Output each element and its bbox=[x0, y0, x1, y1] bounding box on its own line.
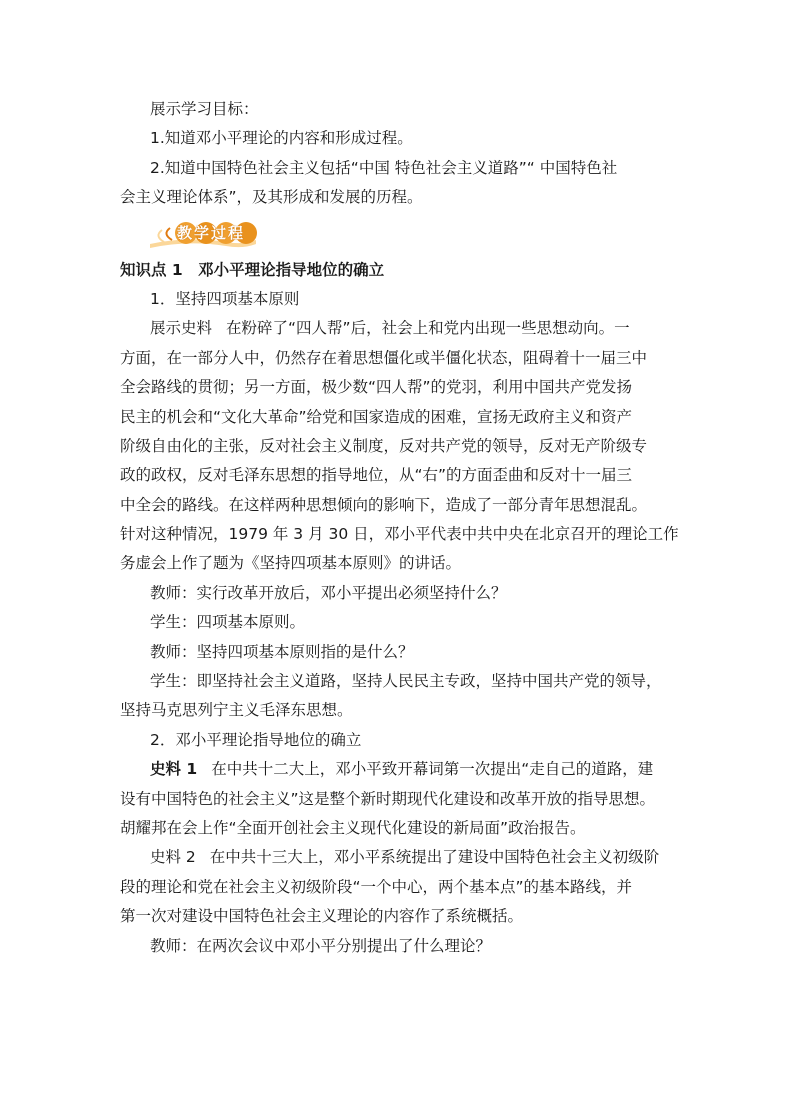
source-2-line2: 段的理论和党在社会主义初级阶段“一个中心，两个基本点”的基本路线，并 bbox=[120, 877, 633, 896]
source-2-line1 bbox=[120, 843, 678, 872]
subsection-2-title: 2．邓小平理论指导地位的确立 bbox=[150, 730, 362, 749]
source-2-text-line1: 在中共十三大上，邓小平系统提出了建设中国特色社会主义初级阶 bbox=[209, 848, 660, 867]
material-paragraph-line2: 方面，在一部分人中，仍然存在着思想僵化或半僵化状态，阻碍着十一届三中 bbox=[120, 348, 648, 367]
source-2-label: 史料 2 bbox=[150, 848, 196, 867]
material-paragraph-line4: 民主的机会和“文化大革命”给党和国家造成的困难，宣扬无政府主义和资产 bbox=[120, 407, 633, 426]
teacher-question-3: 教师：在两次会议中邓小平分别提出了什么理论？ bbox=[150, 936, 492, 955]
material-paragraph-line6: 政的政权，反对毛泽东思想的指导地位，从“右”的方面歪曲和反对十一届三 bbox=[120, 466, 633, 485]
material-paragraph-line3: 全会路线的贯彻；另一方面，极少数“四人帮”的党羽，利用中国共产党发扬 bbox=[120, 378, 633, 397]
student-answer-2-line2: 坚持马克思列宁主义毛泽东思想。 bbox=[120, 701, 353, 720]
material-paragraph-line8: 针对这种情况，1979 年 3 月 30 日，邓小平代表中共中央在北京召开的理论工作 bbox=[120, 525, 679, 544]
student-answer-1: 学生：四项基本原则。 bbox=[150, 613, 306, 632]
section-banner bbox=[120, 216, 678, 256]
source-1-line1 bbox=[120, 755, 678, 784]
source-2-line3: 第一次对建设中国特色社会主义理论的内容作了系统概括。 bbox=[120, 907, 524, 926]
source-1-line3: 胡耀邦在会上作“全面开创社会主义现代化建设的新局面”政治报告。 bbox=[120, 818, 586, 837]
source-1-text-line1: 在中共十二大上，邓小平致开幕词第一次提出“走自己的道路，建 bbox=[211, 760, 654, 779]
goal-item-1: 1.知道邓小平理论的内容和形成过程。 bbox=[150, 129, 413, 148]
material-paragraph-line1 bbox=[120, 314, 678, 343]
section-title: 知识点 1 邓小平理论指导地位的确立 bbox=[120, 260, 385, 279]
source-1-line2: 设有中国特色的社会主义”这是整个新时期现代化建设和改革开放的指导思想。 bbox=[120, 789, 656, 808]
student-answer-2-line1: 学生：即坚持社会主义道路，坚持人民民主专政，坚持中国共产党的领导， bbox=[150, 672, 662, 691]
document-body bbox=[120, 95, 678, 961]
banner-label: 教学过程 bbox=[177, 223, 246, 242]
material-text-line1: 在粉碎了“四人帮”后，社会上和党内出现一些思想动向。一 bbox=[226, 319, 630, 338]
goal-item-2-line1: 2.知道中国特色社会主义包括“中国 特色社会主义道路”“ 中国特色社 bbox=[150, 158, 618, 177]
material-label: 展示史料 bbox=[150, 319, 213, 338]
teacher-question-1: 教师：实行改革开放后，邓小平提出必须坚持什么？ bbox=[150, 583, 507, 602]
teacher-question-2: 教师：坚持四项基本原则指的是什么？ bbox=[150, 642, 414, 661]
material-paragraph-line5: 阶级自由化的主张，反对社会主义制度，反对共产党的领导，反对无产阶级专 bbox=[120, 436, 648, 455]
goals-heading: 展示学习目标： bbox=[150, 100, 259, 118]
material-paragraph-line9: 务虚会上作了题为《坚持四项基本原则》的讲话。 bbox=[120, 554, 462, 573]
goal-item-2-line2: 会主义理论体系”，及其形成和发展的历程。 bbox=[120, 188, 423, 207]
subsection-1-title: 1．坚持四项基本原则 bbox=[150, 289, 300, 308]
material-paragraph-line7: 中全会的路线。在这样两种思想倾向的影响下，造成了一部分青年思想混乱。 bbox=[120, 495, 648, 514]
source-1-label: 史料 1 bbox=[150, 760, 198, 779]
